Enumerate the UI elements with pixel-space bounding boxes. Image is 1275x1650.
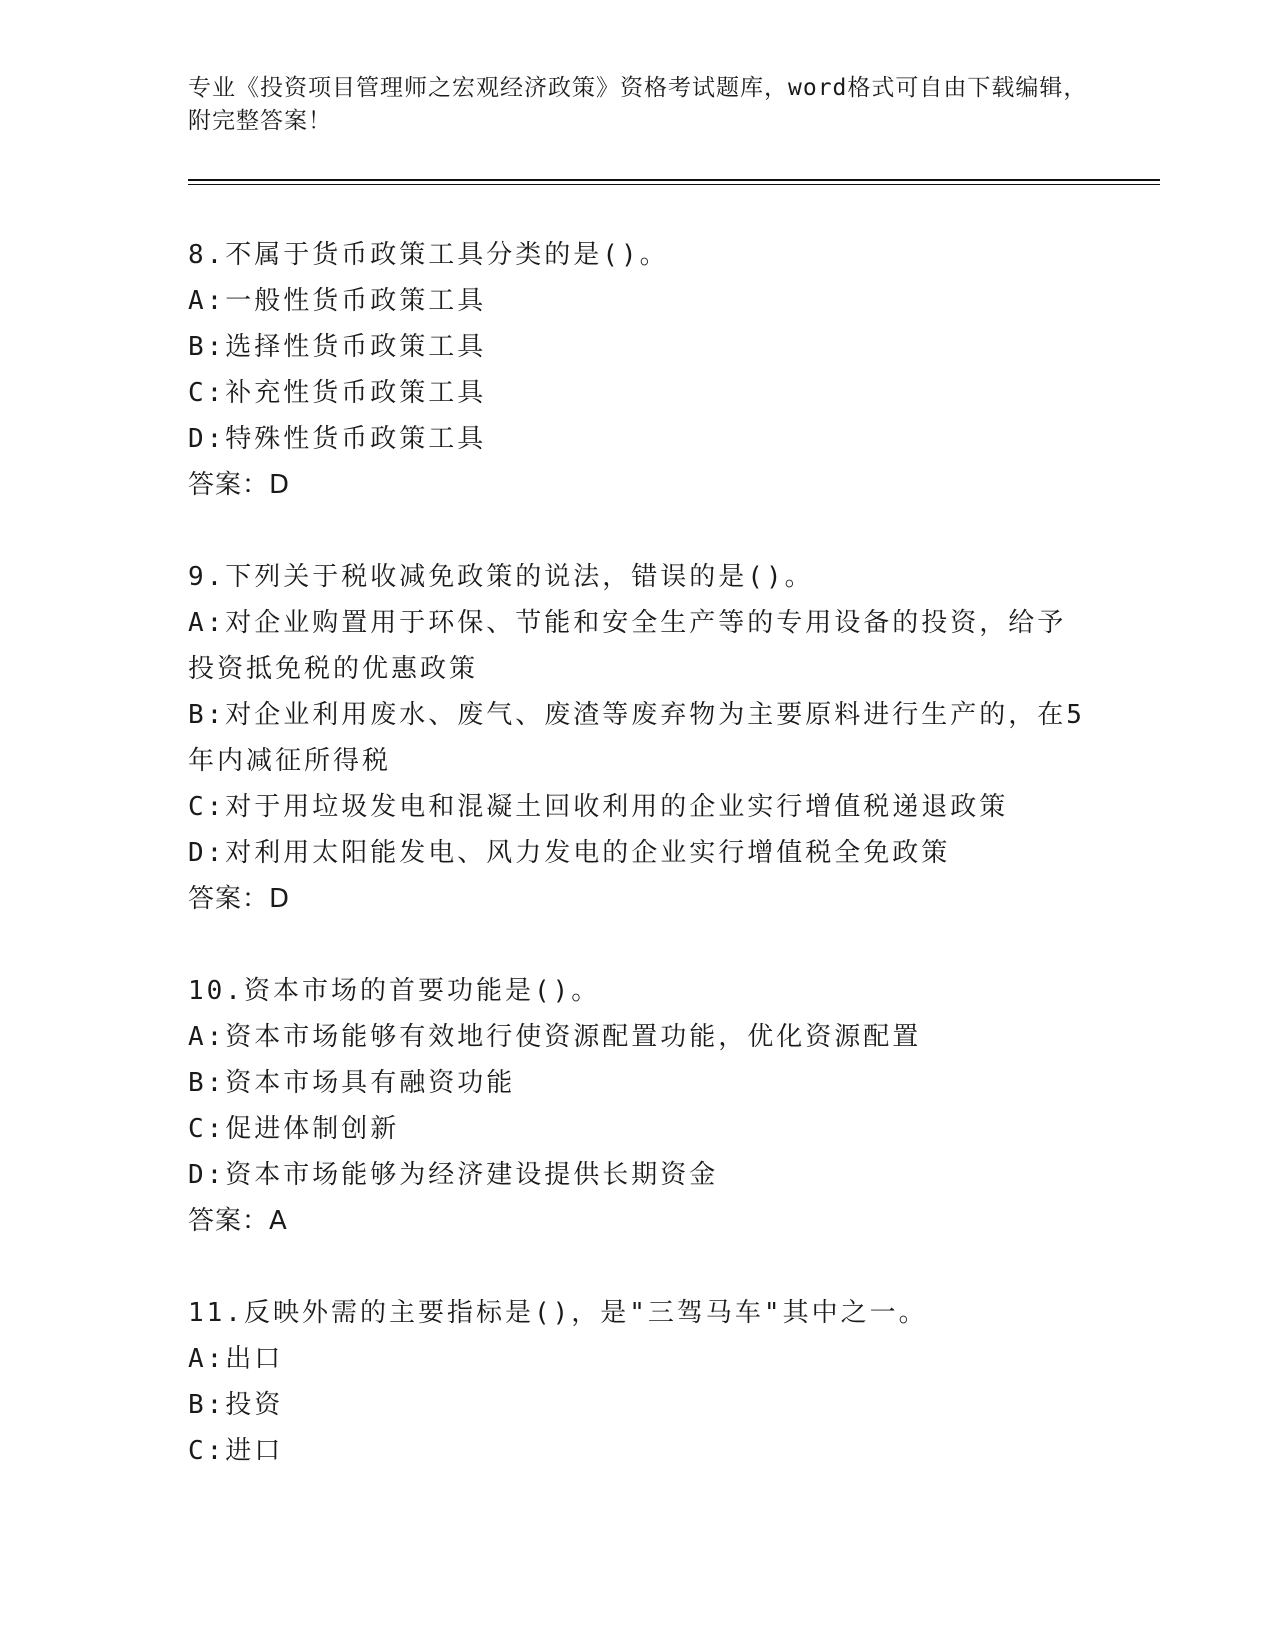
question-stem: 10.资本市场的首要功能是()。 [188,976,601,1006]
answer-line: 答案：A [188,1206,288,1236]
option-c: C:补充性货币政策工具 [188,378,487,408]
option-a: A:资本市场能够有效地行使资源配置功能，优化资源配置 [188,1022,922,1052]
question-8 [188,232,1088,508]
header-divider-thin [188,184,1160,185]
option-b: B:对企业利用废水、废气、废渣等废弃物为主要原料进行生产的，在5年内减征所得税 [188,700,1085,776]
option-c: C:进口 [188,1436,284,1466]
option-c: C:对于用垃圾发电和混凝土回收利用的企业实行增值税递退政策 [188,792,1009,822]
option-b: B:资本市场具有融资功能 [188,1068,516,1098]
document-header: 专业《投资项目管理师之宏观经济政策》资格考试题库，word格式可自由下载编辑，附完整答案！ [188,75,1088,134]
option-b: B:选择性货币政策工具 [188,332,487,362]
option-d: D:资本市场能够为经济建设提供长期资金 [188,1160,719,1190]
option-c: C:促进体制创新 [188,1114,400,1144]
answer-line: 答案：D [188,470,291,500]
option-a: A:对企业购置用于环保、节能和安全生产等的专用设备的投资，给予投资抵免税的优惠政策 [188,608,1067,684]
question-10 [188,968,1088,1244]
header-divider-thick [188,179,1160,181]
question-list [188,232,1088,1520]
option-a: A:一般性货币政策工具 [188,286,487,316]
question-11 [188,1290,1088,1474]
question-stem: 9.下列关于税收减免政策的说法，错误的是()。 [188,562,814,592]
option-b: B:投资 [188,1390,284,1420]
option-d: D:对利用太阳能发电、风力发电的企业实行增值税全免政策 [188,838,951,868]
answer-line: 答案：D [188,884,291,914]
question-9 [188,554,1088,922]
question-stem: 8.不属于货币政策工具分类的是()。 [188,240,669,270]
option-a: A:出口 [188,1344,284,1374]
option-d: D:特殊性货币政策工具 [188,424,487,454]
question-stem: 11.反映外需的主要指标是()，是"三驾马车"其中之一。 [188,1298,928,1328]
